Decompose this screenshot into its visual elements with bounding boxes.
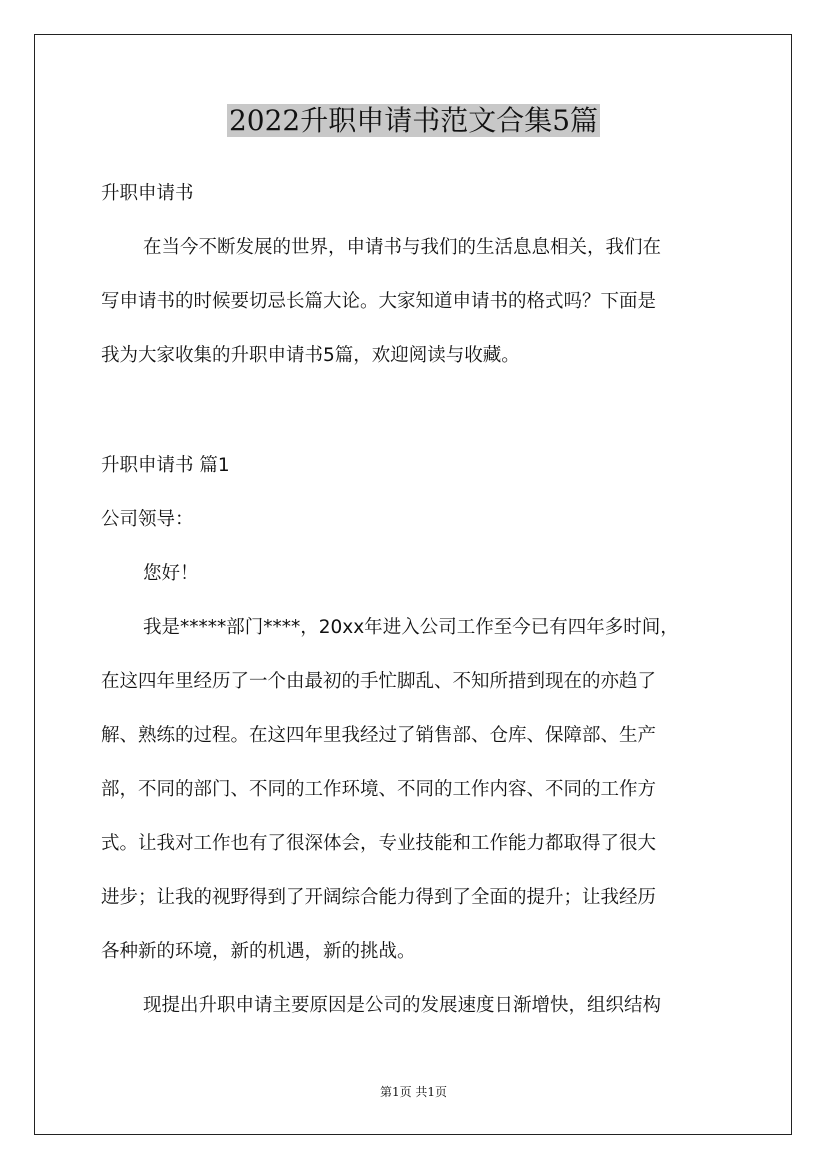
body-paragraph-line: 我是*****部门****，20xx年进入公司工作至今已有四年多时间， bbox=[143, 617, 679, 638]
body-paragraph-line: 解、熟练的过程。在这四年里我经过了销售部、仓库、保障部、生产 bbox=[101, 725, 657, 746]
section-heading: 升职申请书 bbox=[101, 183, 194, 204]
body-paragraph-line: 式。让我对工作也有了很深体会，专业技能和工作能力都取得了很大 bbox=[101, 833, 657, 854]
body-paragraph-line: 部，不同的部门、不同的工作环境、不同的工作内容、不同的工作方 bbox=[101, 779, 657, 800]
letter-greeting: 您好！ bbox=[143, 563, 199, 584]
body-paragraph-line: 现提出升职申请主要原因是公司的发展速度日渐增快，组织结构 bbox=[143, 995, 662, 1016]
page-number: 第1页 共1页 bbox=[379, 1085, 448, 1099]
intro-paragraph-line: 写申请书的时候要切忌长篇大论。大家知道申请书的格式吗？下面是 bbox=[101, 291, 657, 312]
intro-paragraph-line: 在当今不断发展的世界，申请书与我们的生活息息相关，我们在 bbox=[143, 237, 662, 258]
document-title-text: 2022升职申请书范文合集5篇 bbox=[228, 104, 599, 137]
body-paragraph-line: 在这四年里经历了一个由最初的手忙脚乱、不知所措到现在的亦趋了 bbox=[101, 671, 657, 692]
body-paragraph-line: 各种新的环境，新的机遇，新的挑战。 bbox=[101, 941, 416, 962]
letter-salutation: 公司领导： bbox=[101, 509, 194, 530]
intro-paragraph-line: 我为大家收集的升职申请书5篇，欢迎阅读与收藏。 bbox=[101, 345, 520, 366]
letter-heading: 升职申请书 篇1 bbox=[101, 455, 230, 476]
body-paragraph-line: 进步；让我的视野得到了开阔综合能力得到了全面的提升；让我经历 bbox=[101, 887, 657, 908]
document-title bbox=[0, 101, 827, 141]
